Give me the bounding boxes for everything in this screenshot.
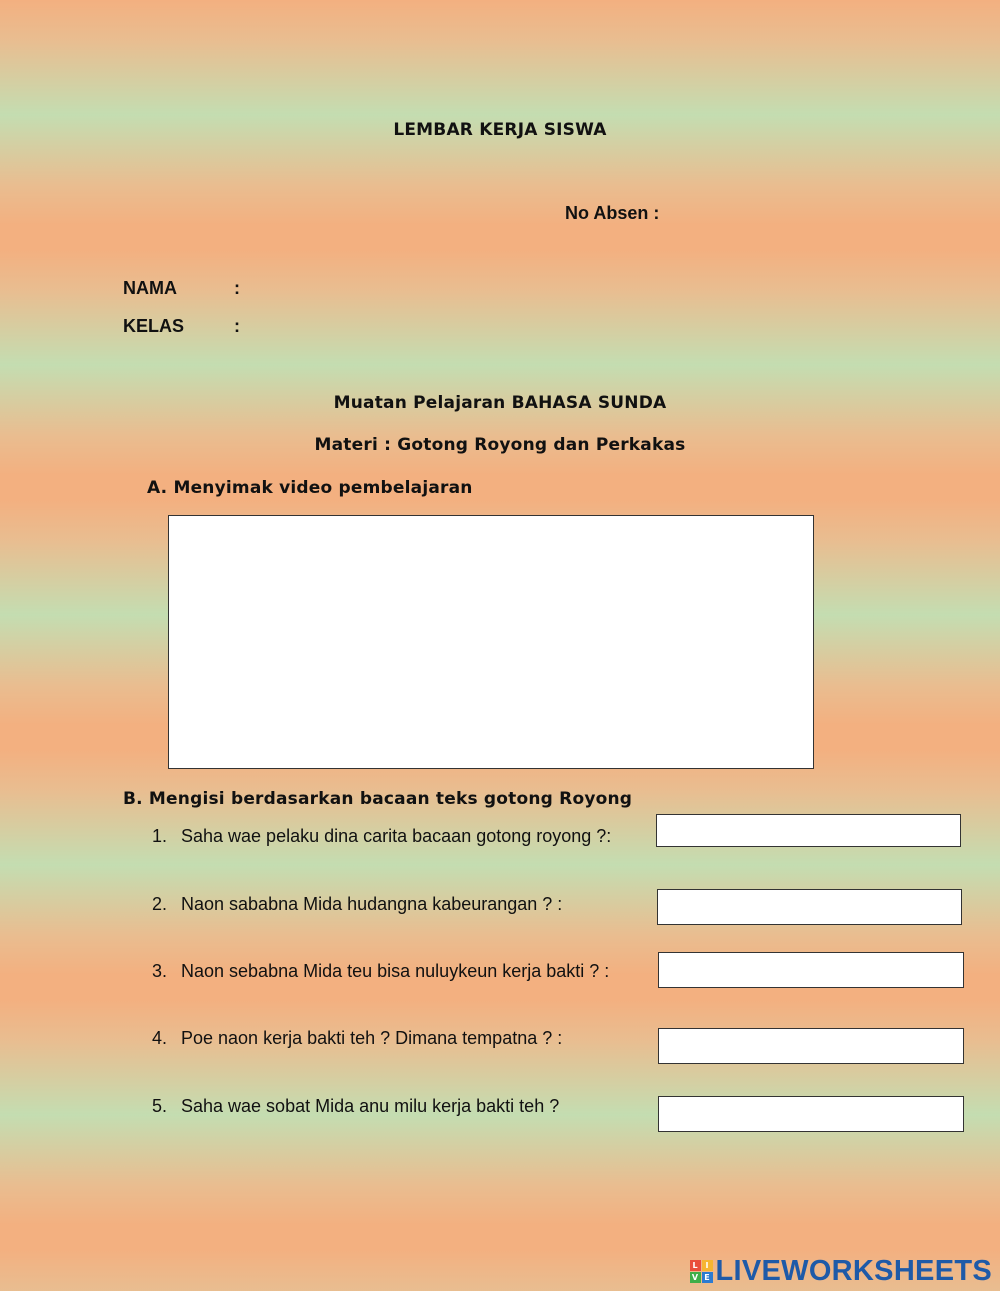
section-b-heading: B. Mengisi berdasarkan bacaan teks gotong Royong: [123, 789, 633, 809]
liveworksheets-logo-icon: [690, 1260, 713, 1283]
question-number: 2.: [152, 894, 168, 914]
question-2: [152, 894, 562, 915]
question-text: Naon sebabna Mida teu bisa nuluykeun kerja bakti ? :: [181, 961, 610, 981]
question-3: [152, 961, 609, 982]
question-number: 4.: [152, 1028, 168, 1048]
question-4: [152, 1028, 562, 1049]
subject-heading: Muatan Pelajaran BAHASA SUNDA: [333, 393, 667, 413]
logo-letter: I: [702, 1260, 713, 1271]
liveworksheets-brand[interactable]: [690, 1256, 993, 1286]
nama-colon: :: [234, 278, 240, 298]
question-5: [152, 1096, 559, 1117]
answer-field-3[interactable]: [658, 952, 964, 988]
question-text: Poe naon kerja bakti teh ? Dimana tempatna ? :: [181, 1028, 563, 1048]
nama-label: NAMA: [123, 278, 177, 298]
question-number: 5.: [152, 1096, 168, 1116]
answer-field-2[interactable]: [657, 889, 962, 925]
logo-letter: V: [690, 1272, 701, 1283]
kelas-colon: :: [234, 316, 240, 336]
absen-label: No Absen :: [565, 203, 660, 223]
question-text: Saha wae sobat Mida anu milu kerja bakti teh ?: [181, 1096, 560, 1116]
video-player[interactable]: [168, 515, 814, 769]
question-number: 3.: [152, 961, 168, 981]
logo-letter: L: [690, 1260, 701, 1271]
materi-heading: Materi : Gotong Royong dan Perkakas: [314, 435, 686, 455]
question-1: [152, 826, 611, 847]
question-number: 1.: [152, 826, 168, 846]
kelas-label: KELAS: [123, 316, 185, 336]
question-text: Naon sababna Mida hudangna kabeurangan ? :: [181, 894, 563, 914]
answer-field-5[interactable]: [658, 1096, 964, 1132]
section-a-heading: A. Menyimak video pembelajaran: [147, 478, 473, 498]
logo-letter: E: [702, 1272, 713, 1283]
answer-field-1[interactable]: [656, 814, 961, 847]
worksheet-title: LEMBAR KERJA SISWA: [393, 120, 607, 140]
brand-name: LIVEWORKSHEETS: [715, 1254, 992, 1287]
question-text: Saha wae pelaku dina carita bacaan gotong royong ?:: [181, 826, 612, 846]
answer-field-4[interactable]: [658, 1028, 964, 1064]
